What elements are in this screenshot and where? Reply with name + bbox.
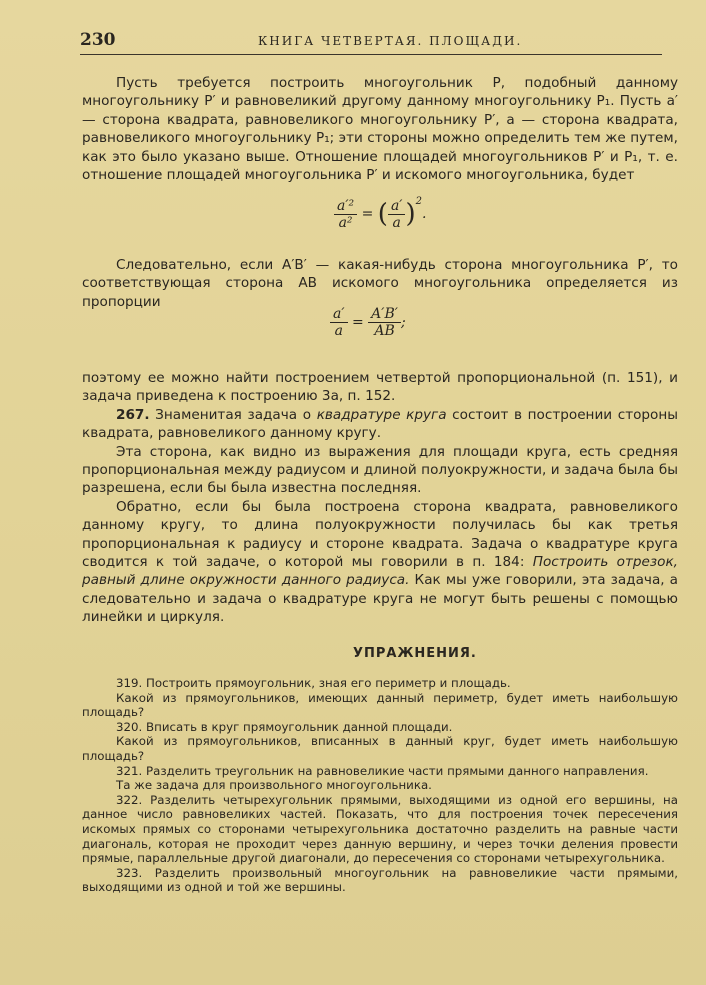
paragraph-6-text-a: Обратно, если бы была построена сторона квадрата, равновеликого данному кругу, то длина полуокружности получилась бы как третья пропорциональная к радиусу и стороне квадрата. Задача о квадратуре круга сводится к той задаче, о которой мы говорили в п. 184: <box>82 498 678 571</box>
paragraph-4-text-b: состоит в построении стороны квадрата, равновеликого данному кругу. <box>82 406 678 442</box>
fraction-right-denominator: a <box>392 214 401 231</box>
exercise-item: 323. Разделить произвольный многоугольник на равновеликие части прямыми, выходящими из одной и той же вершины. <box>82 865 678 895</box>
exercise-item: 322. Разделить четырехугольник прямыми, выходящими из одной его вершины, на данное число равновеликих частей. Показать, что для построения точек пересечения искомых прямых со сторонами четырехугольника достаточно разделить на равные части диагональ, которая не проходит через данную вершину, и через точки деления провести прямые, параллельные другой диагонали, до пересечения со сторонами четырехугольника. <box>82 792 678 866</box>
fraction-a-denominator: a <box>334 323 343 339</box>
paragraph-6 <box>82 498 678 627</box>
paragraph-1-block <box>82 74 678 184</box>
paren-close: ) <box>405 199 416 229</box>
paragraph-3-block <box>82 369 678 627</box>
page-number: 230 <box>80 30 116 50</box>
exercise-item: Какой из прямоугольников, имеющих данный периметр, будет иметь наибольшую площадь? <box>82 690 678 720</box>
paragraph-4-text-a: Знаменитая задача о <box>149 406 317 423</box>
formula-ratio-areas <box>334 196 426 231</box>
page-header <box>80 30 662 55</box>
exercise-item: Та же задача для произвольного многоугольника. <box>116 778 432 793</box>
fraction-right-numerator: a′ <box>388 198 406 215</box>
exercise-item: 321. Разделить треугольник на равновеликие части прямыми данного направления. <box>116 763 649 778</box>
paragraph-5: Эта сторона, как видно из выражения для площади круга, есть средняя пропорциональная между радиусом и длиной полуокружности, и задача была бы разрешена, если бы была известна последняя. <box>82 443 678 497</box>
equals-sign-2: = <box>351 314 364 331</box>
exercise-item: Какой из прямоугольников, вписанных в данный круг, будет иметь наибольшую площадь? <box>82 734 678 763</box>
paragraph-3: поэтому ее можно найти построением четвертой пропорциональной (п. 151), и задача приведена к построению 3а, п. 152. <box>82 370 678 405</box>
paragraph-2-block <box>82 256 678 311</box>
exercise-item: 320. Вписать в круг прямоугольник данной площади. <box>116 719 453 734</box>
fraction-left-denominator: a² <box>338 214 353 231</box>
term-quadrature: квадратуре круга <box>316 406 447 423</box>
equals-sign: = <box>361 206 374 222</box>
fraction-ab-denominator: AB <box>374 323 395 339</box>
formula-2-end: ; <box>400 314 406 331</box>
fraction-a <box>330 306 348 339</box>
paragraph-2: Следовательно, если A′B′ — какая-нибудь сторона многоугольника P′, то соответствующая сторона AB искомого многоугольника определяется из пропорции <box>82 257 678 310</box>
paren-open: ( <box>377 199 388 229</box>
paragraph-1: Пусть требуется построить многоугольник P, подобный данному многоугольнику P′ и равновеликий другому данному многоугольнику P₁. Пусть a′ — сторона квадрата, равновеликого многоугольнику P′, a — сторона квадрата, равновеликого многоугольнику P₁; эти стороны можно определить тем же путем, как это было указано выше. Отношение площадей многоугольников P′ и P₁, т. е. отношение площадей многоугольника P′ и искомого многоугольника, будет <box>82 75 678 184</box>
exercises-list <box>82 676 678 895</box>
running-title: КНИГА ЧЕТВЕРТАЯ. ПЛОЩАДИ. <box>258 34 523 48</box>
paragraph-6-text-b: Как мы уже говорили, эта задача, а следовательно и задача о квадратуре круга не могут быть решены с помощью линейки и циркуля. <box>82 572 679 626</box>
fraction-ab <box>368 306 401 339</box>
problem-statement-italic: Построить отрезок, равный длине окружности данного радиуса. <box>82 554 678 589</box>
paragraph-4 <box>82 406 678 443</box>
exponent: 2 <box>415 196 422 207</box>
fraction-left-numerator: a′² <box>334 198 357 215</box>
fraction-left <box>334 198 357 231</box>
formula-end: . <box>422 206 427 222</box>
fraction-a-numerator: a′ <box>330 306 348 323</box>
section-number-267: 267. <box>116 406 150 423</box>
exercises-heading: УПРАЖНЕНИЯ. <box>353 646 477 661</box>
fraction-right <box>388 198 406 231</box>
formula-proportion <box>330 306 406 339</box>
exercise-item: 319. Построить прямоугольник, зная его периметр и площадь. <box>116 676 511 690</box>
fraction-ab-numerator: A′B′ <box>368 306 401 323</box>
